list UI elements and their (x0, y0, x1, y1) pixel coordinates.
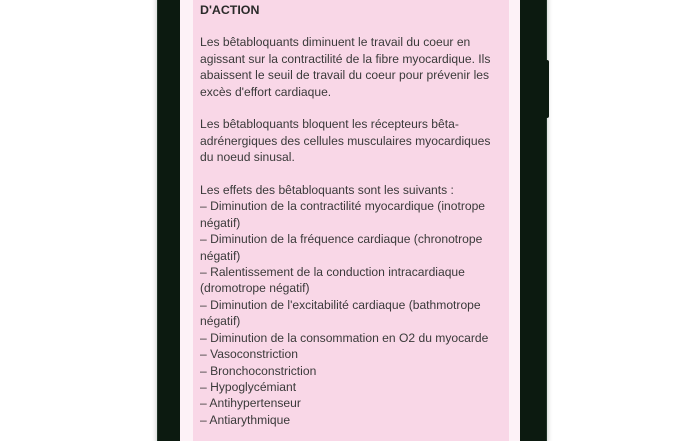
paragraph-receptors: Les bêtabloquants bloquent les récepteurs bêta-adrénergiques des cellules musculaires myocardiques du noeud sinusal. (200, 117, 491, 165)
list-item: – Ralentissement de la conduction intracardiaque (dromotrope négatif) (200, 265, 465, 296)
list-item: – Diminution de la fréquence cardiaque (chronotrope négatif) (200, 232, 483, 263)
phone-side-button (545, 60, 549, 118)
list-item: – Vasoconstriction (200, 347, 298, 362)
section-heading: D'ACTION (200, 3, 260, 17)
list-item: – Bronchoconstriction (200, 363, 317, 378)
article-content (200, 2, 500, 428)
effects-list (200, 198, 500, 428)
list-item: – Hypoglycémiant (200, 379, 297, 394)
effects-intro: Les effets des bêtabloquants sont les suivants : (200, 183, 454, 198)
list-item: – Antihypertenseur (200, 396, 301, 411)
list-item: – Antiarythmique (200, 412, 291, 427)
list-item: – Diminution de l'excitabilité cardiaque (bathmotrope négatif) (200, 297, 481, 329)
paragraph-mechanism: Les bêtabloquants diminuent le travail du coeur en agissant sur la contractilité de la fibre myocardique. Ils abaissent le seuil de travail du coeur pour prévenir les excès d'effort cardiaque. (200, 35, 491, 99)
list-item: – Diminution de la consommation en O2 du myocarde (200, 330, 489, 345)
list-item: – Diminution de la contractilité myocardique (inotrope négatif) (200, 199, 486, 230)
